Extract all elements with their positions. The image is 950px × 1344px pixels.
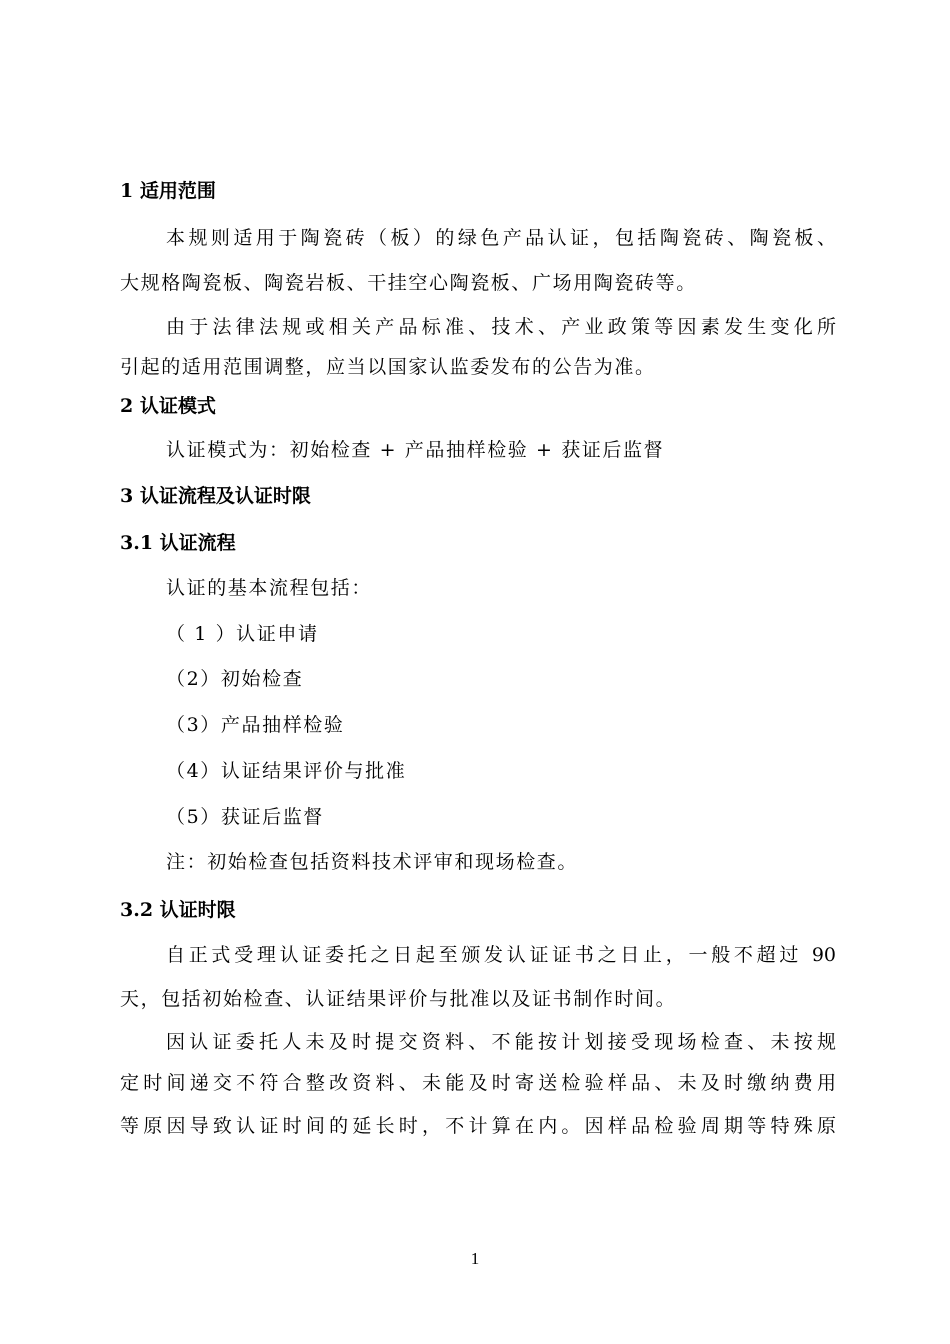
certification-mode-text: 认证模式为：初始检查 + 产品抽样检验 + 获证后监督 xyxy=(166,439,665,461)
process-step-3: （3）产品抽样检验 xyxy=(166,714,345,736)
process-note: 注：初始检查包括资料技术评审和现场检查。 xyxy=(166,851,579,873)
page-number: 1 xyxy=(470,1249,480,1268)
section-3-2-paragraph-1-line-1: 自正式受理认证委托之日起至颁发认证证书之日止，一般不超过 90 xyxy=(166,944,836,966)
process-intro: 认证的基本流程包括： xyxy=(166,577,373,599)
section-1-paragraph-1-line-1: 本规则适用于陶瓷砖（板）的绿色产品认证，包括陶瓷砖、陶瓷板、 xyxy=(166,227,836,249)
section-1-paragraph-1-line-2: 大规格陶瓷板、陶瓷岩板、干挂空心陶瓷板、广场用陶瓷砖等。 xyxy=(120,272,697,294)
section-3-2-paragraph-1-line-2: 天，包括初始检查、认证结果评价与批准以及证书制作时间。 xyxy=(120,988,677,1010)
process-step-5: （5）获证后监督 xyxy=(166,806,324,828)
section-3-2-paragraph-2-line-3: 等原因导致认证时间的延长时，不计算在内。因样品检验周期等特殊原 xyxy=(120,1115,836,1137)
section-3-2-paragraph-2-line-1: 因认证委托人未及时提交资料、不能按计划接受现场检查、未按规 xyxy=(166,1031,836,1053)
process-step-4: （4）认证结果评价与批准 xyxy=(166,760,407,782)
process-step-1: （ 1 ）认证申请 xyxy=(166,623,319,645)
section-1-heading: 1 适用范围 xyxy=(120,180,216,202)
section-3-2-paragraph-2-line-2: 定时间递交不符合整改资料、未能及时寄送检验样品、未及时缴纳费用 xyxy=(120,1072,836,1094)
section-3-2-heading: 3.2 认证时限 xyxy=(120,899,236,921)
process-step-2: （2）初始检查 xyxy=(166,668,304,690)
section-3-1-heading: 3.1 认证流程 xyxy=(120,532,236,554)
section-1-paragraph-2-line-1: 由于法律法规或相关产品标准、技术、产业政策等因素发生变化所 xyxy=(166,316,836,338)
section-2-heading: 2 认证模式 xyxy=(120,395,216,417)
section-1-paragraph-2-line-2: 引起的适用范围调整，应当以国家认监委发布的公告为准。 xyxy=(120,356,656,378)
section-3-heading: 3 认证流程及认证时限 xyxy=(120,485,311,507)
